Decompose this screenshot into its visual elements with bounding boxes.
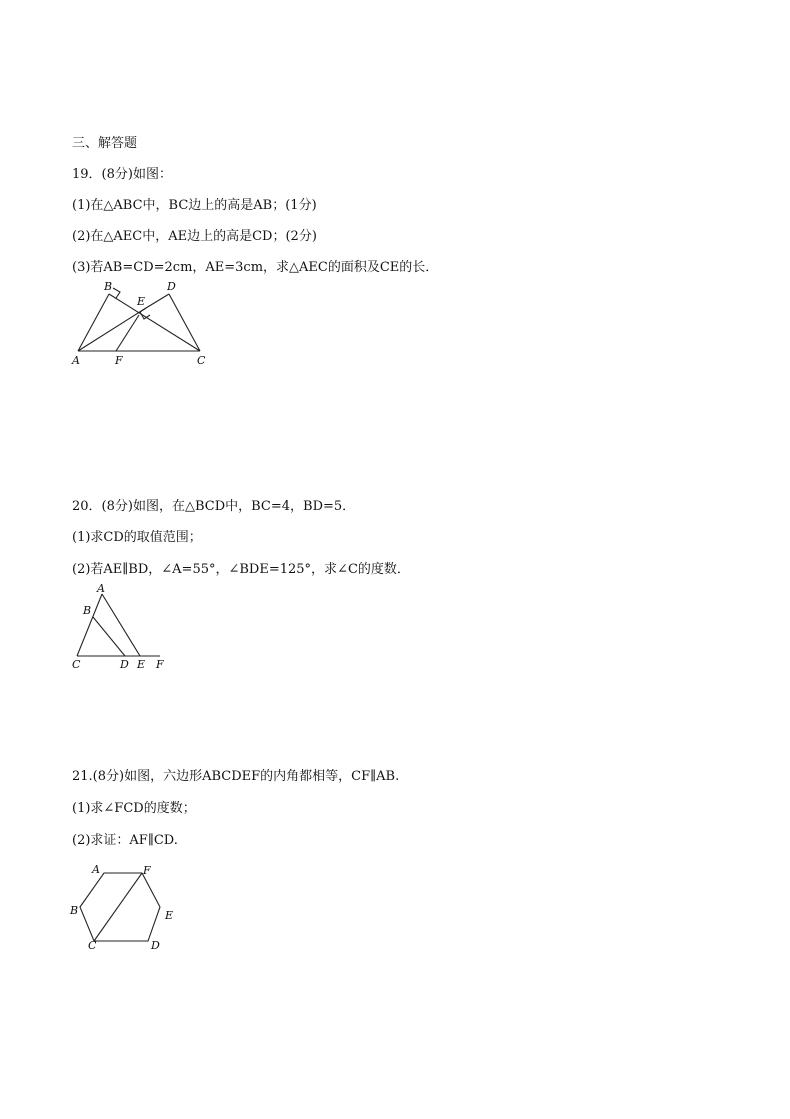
segment-ae	[102, 594, 140, 656]
problem-21-part-2: (2)求证：AF∥CD.	[72, 833, 178, 848]
label-b: B	[83, 604, 92, 617]
label-f: F	[143, 864, 151, 877]
label-b: B	[70, 904, 79, 917]
label-c: C	[72, 658, 81, 671]
problem-19-part-1: (1)在△ABC中，BC边上的高是AB；(1分)	[72, 198, 317, 213]
problem-19-part-2: (2)在△AEC中，AE边上的高是CD；(2分)	[72, 229, 317, 244]
segment-ae	[78, 308, 146, 351]
problem-20-heading: 20．(8分)如图，在△BCD中，BC=4，BD=5．	[72, 499, 356, 514]
label-a: A	[92, 863, 100, 876]
right-angle-mark-e	[140, 308, 150, 319]
label-c: C	[88, 939, 97, 952]
label-d: D	[151, 939, 160, 952]
segment-dc	[169, 294, 200, 351]
section-title: 三、解答题	[72, 136, 138, 151]
problem-20-part-2: (2)若AE∥BD，∠A=55°，∠BDE=125°，求∠C的度数．	[72, 562, 410, 577]
problem-21-heading: 21.(8分)如图，六边形ABCDEF的内角都相等，CF∥AB.	[72, 769, 400, 784]
segment-ed	[146, 294, 169, 308]
problem-19-figure	[60, 278, 230, 373]
problem-20-part-1: (1)求CD的取值范围；	[72, 530, 202, 545]
label-f: F	[115, 354, 123, 367]
right-angle-mark-b	[113, 288, 120, 298]
label-b: B	[104, 280, 113, 293]
problem-19-heading: 19．(8分)如图：	[72, 167, 172, 182]
label-e: E	[165, 909, 174, 922]
problem-21-part-1: (1)求∠FCD的度数；	[72, 801, 196, 816]
problem-20-figure	[62, 580, 182, 672]
label-c: C	[197, 354, 206, 367]
segment-fe	[116, 315, 139, 351]
hexagon-abcdef	[80, 873, 160, 941]
segment-cf	[94, 873, 142, 941]
segment-ab	[78, 294, 109, 351]
label-a: A	[72, 354, 80, 367]
label-e: E	[137, 295, 146, 308]
label-f: F	[156, 658, 164, 671]
problem-21-figure	[60, 855, 190, 960]
label-d: D	[120, 658, 129, 671]
label-d: D	[167, 280, 176, 293]
label-a: A	[97, 582, 105, 595]
label-e: E	[137, 658, 146, 671]
problem-19-part-3: (3)若AB=CD=2cm，AE=3cm，求△AEC的面积及CE的长．	[72, 260, 439, 275]
